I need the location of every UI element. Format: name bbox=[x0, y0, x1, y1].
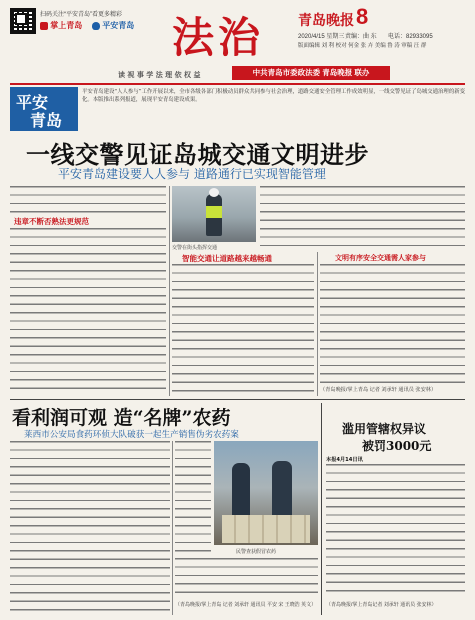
story-divider bbox=[10, 399, 465, 400]
reporter-slogan: 读 视 事 学 法 理 依 权 益 bbox=[118, 70, 201, 79]
issue-date: 2020/4/15 星期三 bbox=[298, 34, 345, 40]
traffic-police-photo bbox=[172, 186, 256, 242]
right-col-para bbox=[320, 264, 465, 384]
staff-line: 版面编辑 刘 利 校对 何金 张 卉 美编 鲁 涛 审稿 汪 群 bbox=[298, 43, 427, 49]
mid-section-heading: 智能交通让道路越来越畅通 bbox=[182, 254, 272, 263]
story2-subheadline: 莱西市公安局食药环侦大队破获一起生产销售伪劣农药案 bbox=[24, 430, 239, 440]
qr-caption: 扫码关注“平安青岛”看更多精彩 bbox=[40, 12, 122, 18]
col-rule-2 bbox=[317, 252, 318, 396]
app-icon bbox=[40, 22, 48, 30]
left-col-para-2 bbox=[10, 228, 166, 396]
photo-caption: 交警在街头指挥交通 bbox=[172, 245, 218, 251]
col-rule-3 bbox=[172, 441, 173, 615]
col-rule-1 bbox=[169, 186, 170, 396]
story3-headline-2: 被罚3000元 bbox=[362, 439, 432, 453]
brand-wechat-label: 平安青岛 bbox=[92, 20, 134, 31]
ping-an-line-2: 青岛 bbox=[30, 111, 63, 130]
officer-figure-1 bbox=[232, 463, 250, 523]
story2-photo-caption: 民警查获假冒农药 bbox=[236, 549, 277, 555]
story2-para-under-photo bbox=[175, 558, 318, 598]
ping-an-line-1: 平安 bbox=[16, 93, 49, 112]
qr-code bbox=[10, 8, 36, 34]
main-headline: 一线交警见证岛城交通文明进步 bbox=[26, 140, 369, 169]
story2-headline: 看利润可观 造“名牌”农药 bbox=[12, 407, 231, 429]
story2-para-narrow bbox=[175, 441, 211, 559]
story2-para-left bbox=[10, 441, 170, 615]
intro-text: 平安青岛建设“人人参与”工作开展以来，全市各级各部门积极动员群众共同参与社会治理，道路交通安全管理工作成效明显，一线交警见证了岛城交通治理的新变化。本版推出系列报道，展现平安青岛建设成果。 bbox=[82, 89, 465, 104]
co-organizer-banner: 中共青岛市委政法委 青岛晚报 联办 bbox=[232, 66, 390, 80]
paper-name: 青岛晚报 bbox=[298, 13, 354, 29]
title-char-2: 治 bbox=[218, 13, 261, 62]
left-section-1: 违章不断否熟法更规范 bbox=[14, 217, 89, 226]
section-title bbox=[172, 8, 264, 62]
page-number: 8 bbox=[356, 4, 369, 29]
story1-byline: （青岛晚报/掌上青岛 记者 刘承轩 通讯员 张安林） bbox=[320, 387, 437, 393]
editor-line: 责编：曲 东 bbox=[345, 34, 377, 40]
title-char-1: 法 bbox=[172, 13, 215, 62]
right-section-heading: 文明有序安全交通需人家参与 bbox=[335, 253, 426, 262]
mid-col-para-right-of-photo bbox=[260, 186, 465, 250]
police-head bbox=[209, 188, 219, 197]
story3-byline: （青岛晚报/掌上青岛记者 刘承轩 通讯员 张安林） bbox=[326, 602, 437, 608]
seized-pesticide-photo bbox=[214, 441, 318, 545]
shield-icon bbox=[92, 22, 100, 30]
pesticide-boxes bbox=[222, 515, 310, 543]
police-vest bbox=[206, 206, 222, 218]
officer-figure-2 bbox=[272, 461, 292, 523]
col-rule-4 bbox=[321, 403, 322, 615]
story3-dateline: 本报4月14日讯 bbox=[326, 457, 363, 463]
sub-headline: 平安青岛建设要人人参与 道路通行已实现智能管理 bbox=[58, 167, 326, 181]
story3-headline: 滥用管辖权异议 bbox=[342, 422, 427, 436]
masthead-rule bbox=[10, 83, 465, 85]
story2-byline: （青岛晚报/掌上青岛 记者 刘承轩 通讯员 平安 宋 王晓浩 英文） bbox=[175, 602, 317, 608]
brand-app-label: 掌上青岛 bbox=[40, 20, 82, 31]
editor-phone: 电话：82933095 bbox=[388, 34, 433, 40]
left-col-para-1 bbox=[10, 186, 166, 214]
ping-an-block bbox=[10, 87, 78, 131]
story3-para bbox=[326, 464, 465, 598]
mid-col-para bbox=[172, 264, 314, 396]
